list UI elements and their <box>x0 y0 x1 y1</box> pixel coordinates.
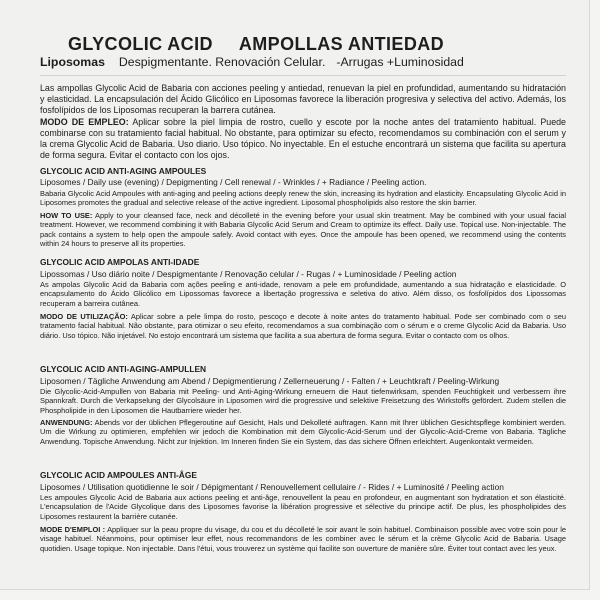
subtitle-claims: Despigmentante. Renovación Celular. <box>118 55 326 69</box>
en-body: Babaria Glycolic Acid Ampoules with anti-aging and peeling actions deeply renew the skin, increasing its hydration and elasticity. Encapsulating Glycolic Acid in Liposomes promotes the gradual and selective release of the active ingredient. Liposomal phospholipids also restore the skin barrier. <box>40 189 566 208</box>
en-heading: GLYCOLIC ACID ANTI-AGING AMPOULES <box>40 166 207 176</box>
subtitle-extra: -Arrugas +Luminosidad <box>336 55 464 69</box>
product-title <box>68 34 470 55</box>
de-usage-label: ANWENDUNG: <box>40 418 93 427</box>
es-usage-text: Aplicar sobre la piel limpia de rostro, cuello y escote por la noche antes del tratamiento habitual. Puede combinarse con su tratamiento facial habitual. No obstante, para optimizar su efecto, recomendamos su combinación con el serum y la crema Glycolic Acid de Babaria. Uso diario. Uso tópico. No inyectable. En el estuche encontrará un sistema que facilita su apertura de forma segura. Evitar el contacto con los ojos. <box>40 117 566 160</box>
en-usage-text: Apply to your cleansed face, neck and décolleté in the evening before your usual skin treatment. May be combined with your usual facial treatment. However, we recommend combining it with Babaria Glycolic Acid Serum and Cream to optimize its effect. Daily use. Topical use. Non-injectable. The pack contains a system to help open the ampoule safely. Avoid contact with eyes. Once the ampoule has been opened, we recommend using the contents within 24 hours to preserve all its properties. <box>40 211 566 248</box>
de-usage-text: Abends vor der üblichen Pflegeroutine auf Gesicht, Hals und Dekolleté auftragen. Kann mit Ihrer üblichen Gesichtspflege kombiniert werden. Um die Wirkung zu optimieren, empfehlen wir jedoch die Kombination mit dem Glycolic-Acid-Serum und der Glycolic-Acid-Creme von Babaria. Tägliche Anwendung. Topische Anwendung. Nicht zur Injektion. Im Inneren finden Sie ein System, das das sichere Öffnen erleichtert. Augenkontakt vermeiden. <box>40 418 567 446</box>
pt-heading: GLYCOLIC ACID AMPOLAS ANTI-IDADE <box>40 257 200 267</box>
es-intro: Las ampollas Glycolic Acid de Babaria con acciones peeling y antiedad, renuevan la piel en profundidad, aumentando su hidratación y elasticidad. La encapsulación del Ácido Glicólico en Liposomas favorece la liberación progresiva y selectiva del activo. Además, los fosfolípidos de los Liposomas recuperan la barrera cutánea. <box>40 83 566 115</box>
fr-usage-label: MODE D'EMPLOI : <box>40 525 106 534</box>
pt-tagline: Lipossomas / Uso diário noite / Despigmentante / Renovação celular / - Rugas / + Luminosidade / Peeling action <box>40 269 457 279</box>
product-subtitle <box>40 55 475 69</box>
title-brand-line: GLYCOLIC ACID <box>68 34 213 54</box>
de-body: Die Glycolic-Acid-Ampullen von Babaria mit Peeling- und Anti-Aging-Wirkung erneuern die Haut tiefenwirksam, spenden Feuchtigkeit und verbessern ihre Spannkraft. Durch die Verkapselung der Glycolsäure in Liposomen wird die progressive und selektive Freisetzung des Wirkstoffs gefördert. Zudem stellen die Phospholipide in den Liposomen die Hautbarriere wieder her. <box>40 387 566 415</box>
de-tagline: Liposomen / Tägliche Anwendung am Abend / Depigmentierung / Zellerneuerung / - Falten / + Leuchtkraft / Peeling-Wirkung <box>40 376 500 386</box>
fr-body: Les ampoules Glycolic Acid de Babaria aux actions peeling et anti-âge, renouvellent la peau en profondeur, en augmentant son hydratation et son élasticité. L'encapsulation de l'Acide Glycolique dans des Liposomes favorise la libération progressive et sélective du principe actif. De plus, les phospholipides des Liposomes restaurent la barrière cutanée. <box>40 493 566 521</box>
en-usage <box>40 211 566 248</box>
en-usage-label: HOW TO USE: <box>40 211 93 220</box>
pt-usage-text: Aplicar sobre a pele limpa do rosto, pescoço e decote à noite antes do tratamento habitual. Pode ser combinado com o seu tratamento facial habitual. Não obstante, para otimizar o seu efeito, recomendamos a sua combinação com o sérum e o creme Glycolic Acid da Babaria. Uso diário. Uso tópico. Não injetável. No estojo encontrará um sistema que facilita a sua abertura de forma segura. Evitar o contacto com os olhos. <box>40 312 566 340</box>
fr-usage <box>40 525 566 553</box>
pt-usage <box>40 312 566 340</box>
de-heading: GLYCOLIC ACID ANTI-AGING-AMPULLEN <box>40 364 207 374</box>
title-product-type: AMPOLLAS ANTIEDAD <box>238 34 445 54</box>
de-usage <box>40 418 566 446</box>
fr-usage-text: Appliquer sur la peau propre du visage, du cou et du décolleté le soir avant le soin habituel. Combinaison possible avec votre soin pour le visage habituel. Néanmoins, pour optimiser leur effet, nous recommandons de les combiner avec le sérum et la crème Glycolic Acid de Babaria. Usage quotidien. Usage topique. Non injectable. Dans l'étui, vous trouverez un système qui facilite son ouverture de manière sûre. Éviter tout contact avec les yeux. <box>40 525 567 553</box>
fr-tagline: Liposomes / Utilisation quotidienne le soir / Dépigmentant / Renouvellement cellulaire / - Rides / + Luminosité / Peeling action <box>40 482 504 492</box>
pt-body: As ampolas Glycolic Acid da Babaria com ações peeling e anti-idade, renovam a pele em profundidade, aumentando a sua hidratação e elasticidade. O encapsulamento do Ácido Glicólico em Lipossomas favorece a libertação progressiva e seletiva do ativo. Além disso, os fosfolípidos dos Lipossomas recuperam a barreira cutânea. <box>40 280 566 308</box>
fr-heading: GLYCOLIC ACID AMPOULES ANTI-ÂGE <box>40 470 197 480</box>
divider <box>40 75 566 76</box>
pt-usage-label: MODO DE UTILIZAÇÃO: <box>40 312 128 321</box>
en-tagline: Liposomes / Daily use (evening) / Depigmenting / Cell renewal / - Wrinkles / + Radiance / Peeling action. <box>40 177 427 187</box>
es-usage <box>40 117 566 161</box>
es-usage-label: MODO DE EMPLEO: <box>40 117 129 127</box>
subtitle-liposomas: Liposomas <box>40 55 105 69</box>
